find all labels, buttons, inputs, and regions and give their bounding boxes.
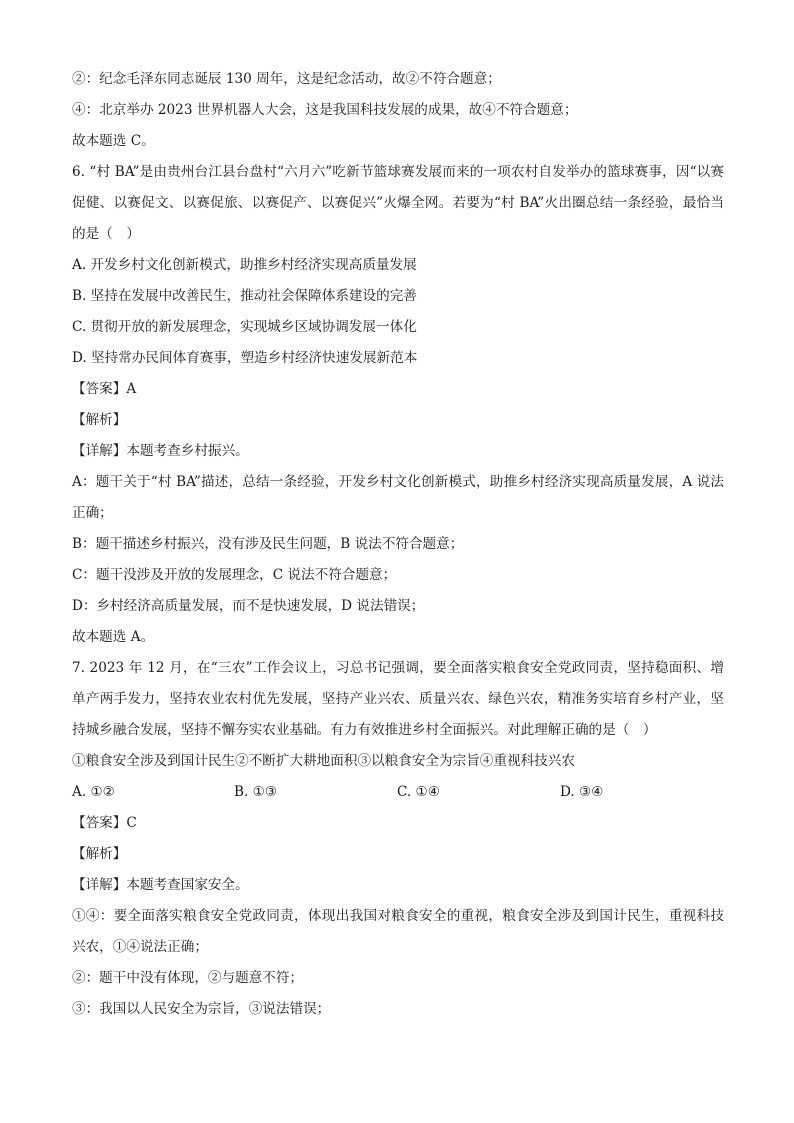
q6-detail: 【详解】本题考查乡村振兴。 (72, 443, 249, 459)
q7-stem: 7. 2023 年 12 月，在“三农”工作会议上，习总书记强调，要全面落实粮食安全党政同责，坚持稳面积、增单产两手发力，坚持农业农村优先发展，坚持产业兴农、质量兴农、绿色兴农，精准务实培育乡村产业，坚持城乡融合发展，坚持不懈夯实农业基础。有力有效推进乡村全面振兴。对此理解正确的是（ ） (72, 660, 724, 738)
q6-conclusion: 故本题选 A。 (72, 629, 155, 645)
q6-analysis-heading: 【解析】 (72, 412, 127, 428)
q6-explanation-b: B：题干描述乡村振兴，没有涉及民生问题，B 说法不符合题意； (72, 536, 464, 552)
q7-option-a: A. ①② (72, 784, 115, 800)
q6-explanation-c: C：题干没涉及开放的发展理念，C 说法不符合题意； (72, 567, 397, 583)
q7-analysis-heading: 【解析】 (72, 846, 127, 862)
prev-explanation-4: ④：北京举办 2023 世界机器人大会，这是我国科技发展的成果，故④不符合题意； (72, 102, 578, 118)
q7-explanation-2: ②：题干中没有体现，②与题意不符； (72, 970, 304, 986)
q7-detail: 【详解】本题考查国家安全。 (72, 877, 249, 893)
q6-answer: 【答案】A (72, 381, 137, 397)
q6-option-b: B. 坚持在发展中改善民生，推动社会保障体系建设的完善 (72, 288, 417, 304)
prev-explanation-2: ②：纪念毛泽东同志诞辰 130 周年，这是纪念活动，故②不符合题意； (72, 71, 501, 87)
q7-statements: ①粮食安全涉及到国计民生②不断扩大耕地面积③以粮食安全为宗旨④重视科技兴农 (72, 753, 575, 769)
q6-option-d: D. 坚持常办民间体育赛事，塑造乡村经济快速发展新范本 (72, 350, 418, 366)
q6-explanation-d: D：乡村经济高质量发展，而不是快速发展，D 说法错误； (72, 598, 425, 614)
q7-explanation-3: ③：我国以人民安全为宗旨，③说法错误； (72, 1001, 331, 1017)
q6-explanation-a: A：题干关于“村 BA”描述，总结一条经验，开发乡村文化创新模式，助推乡村经济实现高质量发展，A 说法正确； (72, 474, 724, 521)
q6-option-c: C. 贯彻开放的新发展理念，实现城乡区域协调发展一体化 (72, 319, 417, 335)
q6-stem: 6. “村 BA”是由贵州台江县台盘村“六月六”吃新节篮球赛发展而来的一项农村自发举办的篮球赛事，因“以赛促健、以赛促文、以赛促旅、以赛促产、以赛促兴”火爆全网。若要为“村 BA”火出圈总结一条经验，最恰当的是（ ） (72, 164, 724, 242)
q7-answer: 【答案】C (72, 815, 137, 831)
document-body (72, 64, 724, 1025)
q7-option-b: B. ①③ (234, 784, 278, 800)
q7-options (72, 777, 724, 808)
q7-explanation-14: ①④：要全面落实粮食安全党政同责，体现出我国对粮食安全的重视，粮食安全涉及到国计民生，重视科技兴农，①④说法正确； (72, 908, 724, 955)
q7-option-d: D. ③④ (560, 784, 604, 800)
q6-option-a: A. 开发乡村文化创新模式，助推乡村经济实现高质量发展 (72, 257, 417, 273)
prev-conclusion: 故本题选 C。 (72, 133, 155, 149)
q7-option-c: C. ①④ (397, 784, 440, 800)
